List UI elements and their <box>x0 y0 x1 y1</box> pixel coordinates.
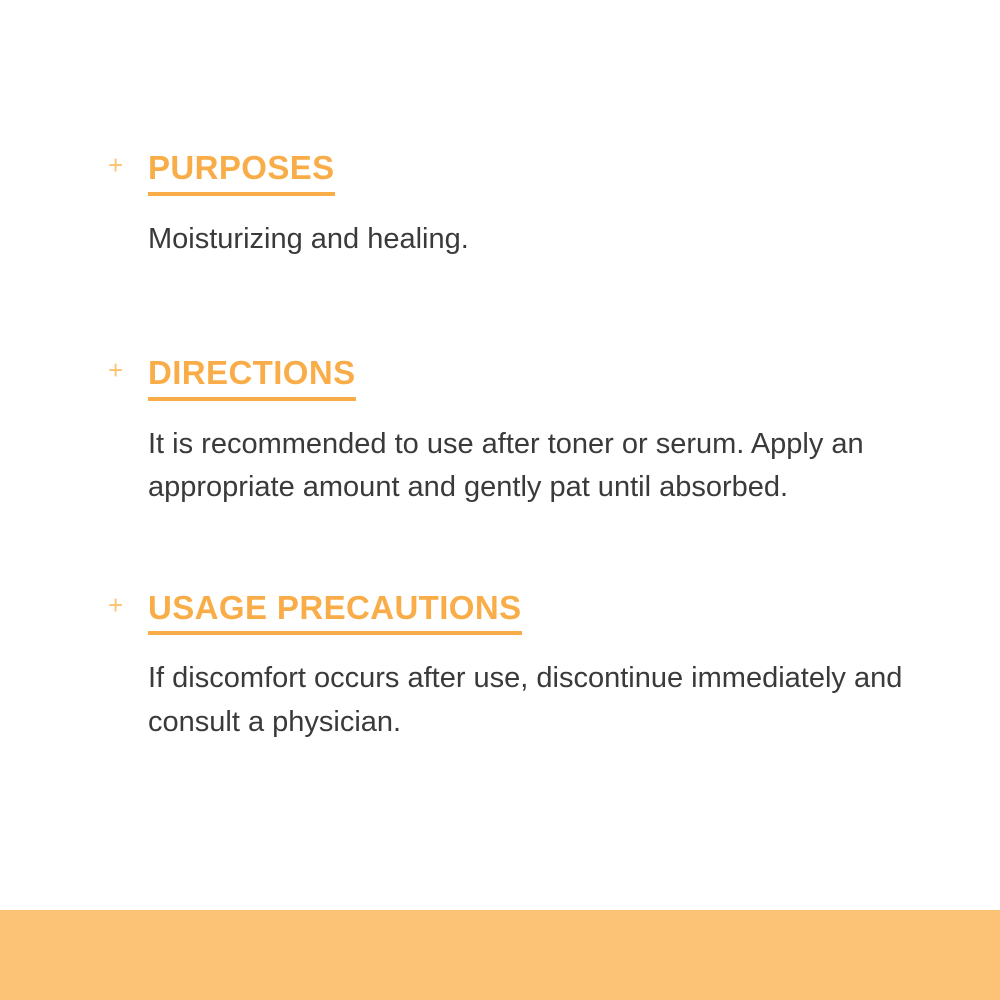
section-directions-body: It is recommended to use after toner or serum. Apply an appropriate amount and gently pat until absorbed. <box>148 427 864 504</box>
sections-container <box>108 148 928 744</box>
plus-icon: + <box>108 355 124 386</box>
section-directions-header <box>108 353 928 401</box>
section-usage-precautions-title: USAGE PRECAUTIONS <box>148 588 522 636</box>
plus-icon: + <box>108 589 124 620</box>
section-directions-title: DIRECTIONS <box>148 353 356 401</box>
section-purposes-title: PURPOSES <box>148 148 335 196</box>
section-purposes-body: Moisturizing and healing. <box>148 222 469 255</box>
section-purposes <box>108 148 928 261</box>
footer-accent-bar <box>0 910 1000 1000</box>
section-usage-precautions-body: If discomfort occurs after use, discontinue immediately and consult a physician. <box>148 662 903 738</box>
section-purposes-header <box>108 148 928 196</box>
section-usage-precautions <box>108 588 928 745</box>
section-usage-precautions-header <box>108 588 928 636</box>
plus-icon: + <box>108 150 124 180</box>
section-directions <box>108 353 928 510</box>
